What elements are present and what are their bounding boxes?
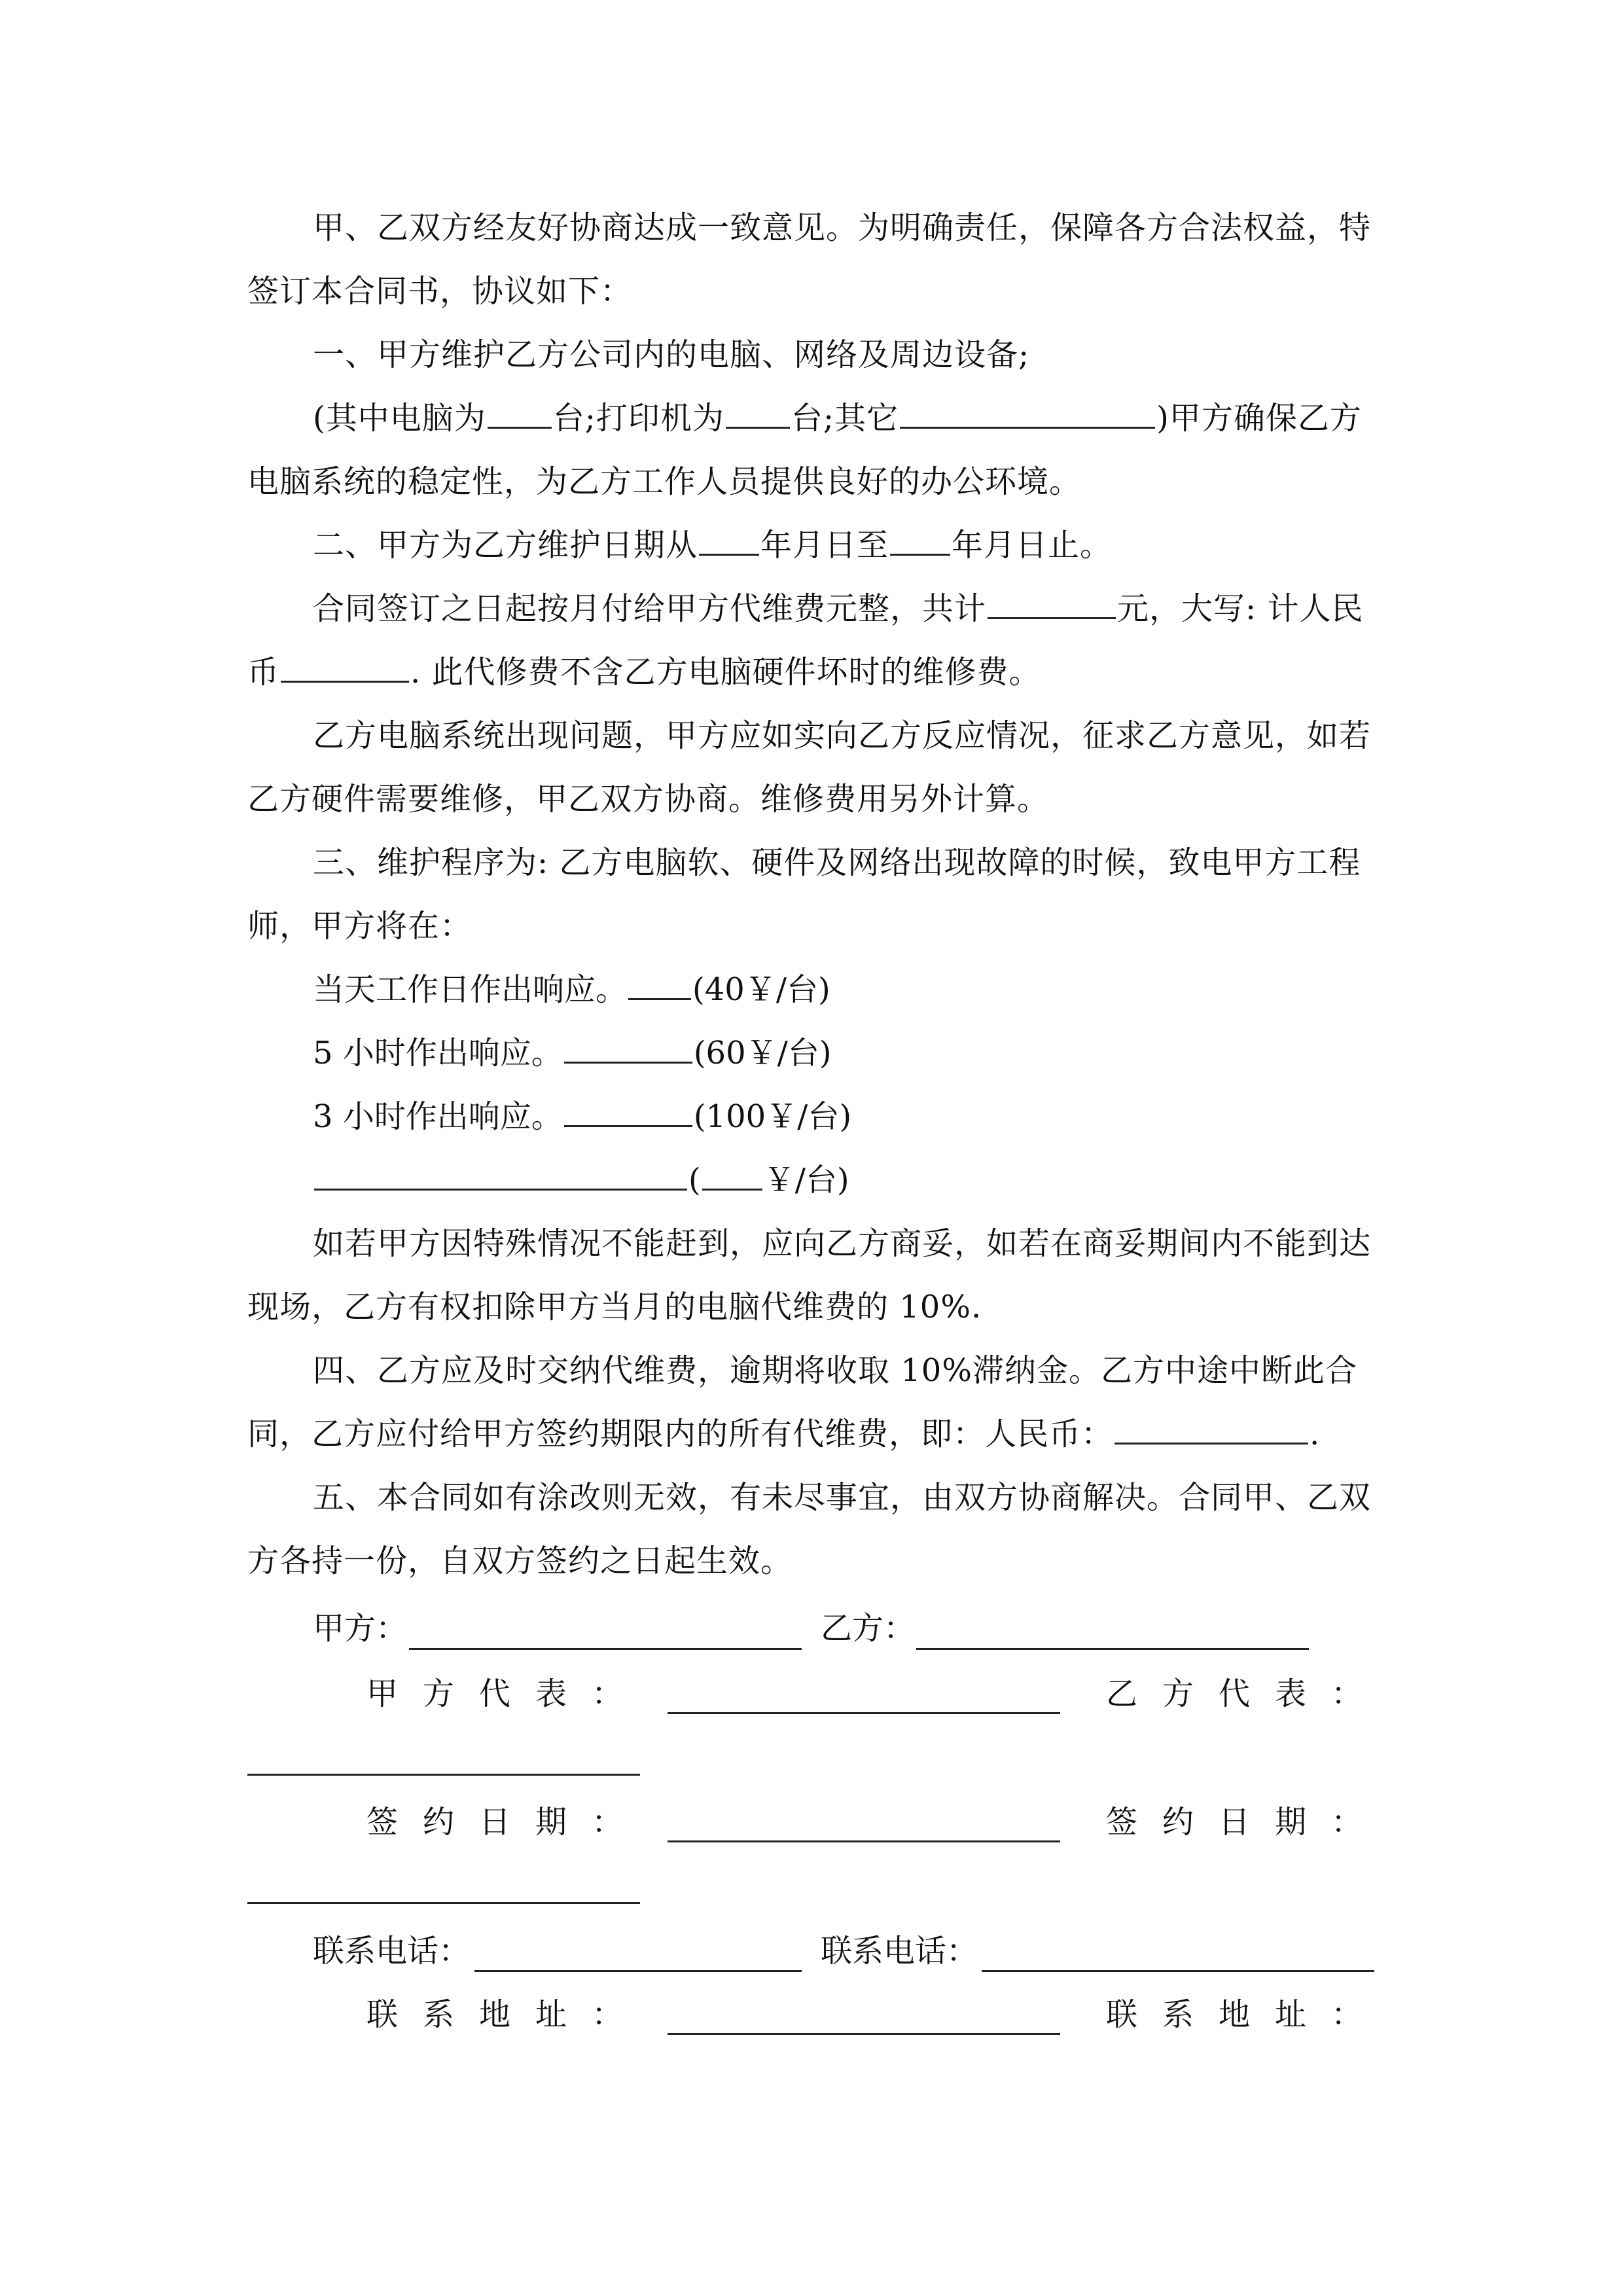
clause-2 [247,514,1380,577]
clause-1-detail-part3: 台;其它 [791,400,899,437]
rep-a-line [668,1712,1060,1714]
fee-part3: . 此代修费不含乙方电脑硬件坏时的维修费。 [410,654,1041,691]
response-option-2-blank [564,1034,692,1064]
end-year-blank [890,526,950,556]
fee-part2: 元，大写: 计人民币 [247,590,1364,691]
phone-b-label: 联系电话： [821,1933,978,1969]
remaining-fee-blank [1115,1415,1308,1444]
clause-1-detail-part4: )甲方确保乙方电脑系统的稳定性，为乙方工作人员提供良好的办公环境。 [247,400,1362,500]
clause-4-part2: . [1310,1416,1321,1452]
clause-4-part1: 四、乙方应及时交纳代维费，逾期将收取 10%滞纳金。乙方中途中断此合同，乙方应付给甲方签约期限内的所有代维费，即：人民币： [247,1352,1357,1452]
clause-2-part2: 年月日至 [760,527,889,564]
response-option-1-blank [628,971,691,1000]
intro-paragraph: 甲、乙双方经友好协商达成一致意见。为明确责任，保障各方合法权益，特签订本合同书，协议如下： [247,209,1372,310]
date-a-line [668,1840,1060,1842]
party-a-line [409,1648,802,1650]
start-year-blank [699,526,759,556]
custom-option-blank [314,1161,687,1191]
response-option-2-label: 5 小时作出响应。 [313,1035,563,1071]
party-b-line [916,1648,1309,1650]
printer-count-blank [726,399,790,429]
date-a-label: 签约日期： [366,1804,649,1840]
response-option-1-label: 当天工作日作出响应。 [313,971,628,1008]
custom-option-open: ( [688,1162,701,1198]
computer-count-blank [488,399,552,429]
clause-1: 一、甲方维护乙方公司内的电脑、网络及周边设备; [313,336,1030,373]
amount-in-words-blank [281,653,409,683]
clause-1-detail [247,387,1380,514]
date-b-label: 签约日期： [1106,1804,1388,1840]
fee-part1: 合同签订之日起按月付给甲方代维费元整，共计 [313,590,987,627]
response-option-3-blank [564,1098,692,1127]
total-amount-blank [988,590,1116,619]
rep-b-label: 乙方代表： [1106,1676,1388,1712]
clause-1-detail-part1: (其中电脑为 [313,400,486,437]
phone-a-line [474,1970,802,1972]
phone-a-label: 联系电话： [313,1933,471,1969]
fee-paragraph [247,577,1380,704]
clause-2-part3: 年月日止。 [952,527,1113,564]
response-option-3-label: 3 小时作出响应。 [313,1098,563,1135]
date-b-line [247,1902,640,1904]
problem-paragraph: 乙方电脑系统出现问题，甲方应如实向乙方反应情况，征求乙方意见，如若乙方硬件需要维修，甲乙双方协商。维修费用另外计算。 [247,717,1372,817]
clause-1-detail-part2: 台;打印机为 [552,400,724,437]
party-b-label: 乙方： [821,1610,916,1647]
addr-b-label: 联系地址： [1106,1996,1388,2033]
custom-price-blank [702,1161,762,1191]
response-option-custom [313,1149,849,1212]
addr-a-label: 联系地址： [366,1996,649,2033]
response-option-1 [313,958,830,1022]
late-paragraph: 如若甲方因特殊情况不能赶到，应向乙方商妥，如若在商妥期间内不能到达现场，乙方有权扣除甲方当月的电脑代维费的 10%. [247,1225,1372,1325]
response-option-1-price: (40￥/台) [692,971,830,1008]
response-option-2 [313,1022,832,1085]
clause-4 [247,1339,1380,1466]
other-devices-blank [900,399,1155,429]
response-option-3-price: (100￥/台) [693,1098,852,1135]
clause-3: 三、维护程序为: 乙方电脑软、硬件及网络出现故障的时候，致电甲方工程师，甲方将在： [247,844,1361,944]
phone-b-line [982,1970,1374,1972]
custom-option-close: ￥/台) [763,1162,849,1198]
clause-5: 五、本合同如有涂改则无效，有未尽事宜，由双方协商解决。合同甲、乙双方各持一份，自双方签约之日起生效。 [247,1479,1372,1579]
addr-a-line [668,2033,1060,2035]
response-option-3 [313,1085,851,1149]
party-a-label: 甲方： [313,1610,408,1647]
clause-2-part1: 二、甲方为乙方维护日期从 [313,527,698,564]
response-option-2-price: (60￥/台) [693,1035,832,1071]
rep-a-label: 甲方代表： [366,1676,649,1712]
rep-b-line [247,1774,640,1776]
